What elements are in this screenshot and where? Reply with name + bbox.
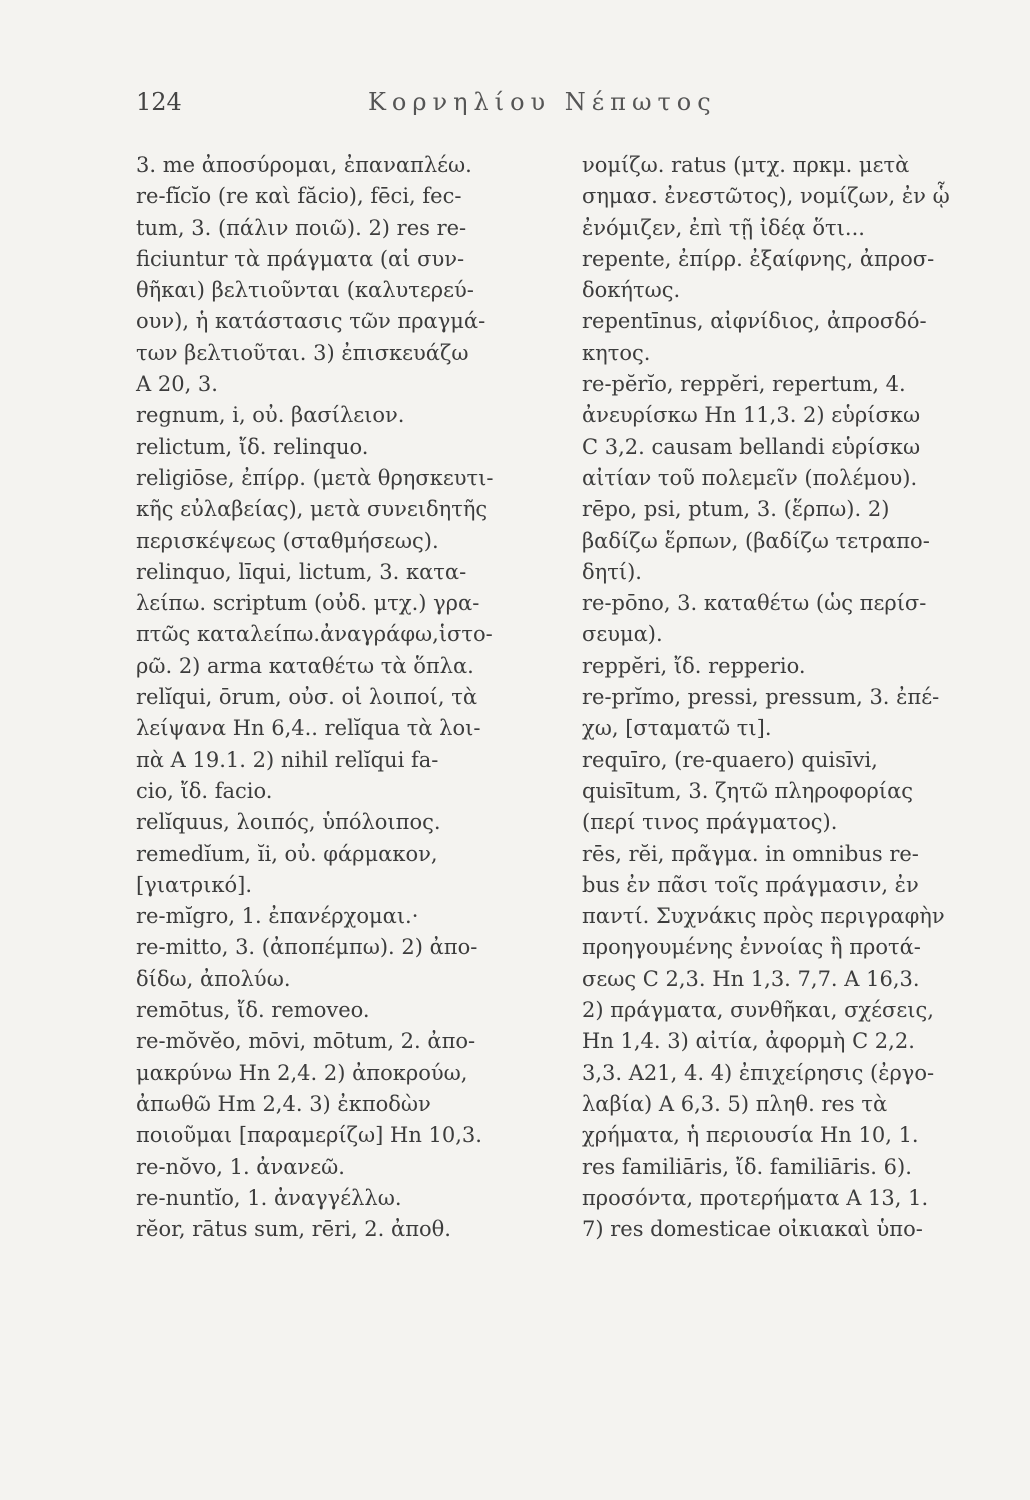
entry-line: 3,3. A21, 4. 4) ἐπιχείρησις (ἐργο- [582, 1060, 935, 1085]
entry-line: θῆκαι) βελτιοῦνται (καλυτερεύ- [136, 278, 474, 303]
entry-line: quisītum, 3. ζητῶ πληροφορίας [582, 778, 914, 803]
entry-line: δητί). [582, 559, 642, 584]
entry-line: rĕor, rātus sum, rēri, 2. ἀποθ. [136, 1217, 451, 1242]
entry-line: κητος. [582, 340, 651, 365]
entry-line: ουν), ἡ κατάστασις τῶν πραγμά- [136, 309, 486, 334]
entry-line: tum, 3. (πάλιν ποιῶ). 2) res re- [136, 215, 467, 240]
entry-line: rēpo, psi, ptum, 3. (ἕρπω). 2) [582, 497, 890, 522]
entry-line: σημασ. ἐνεστῶτος), νομίζων, ἐν ᾧ [582, 184, 950, 209]
entry-line: requīro, (re-quaero) quisīvi, [582, 747, 878, 772]
entry-line: bus ἐν πᾶσι τοῖς πράγμασιν, ἐν [582, 872, 919, 897]
entry-line: relĭquus, λοιπός, ὑπόλοιπος. [136, 810, 441, 835]
entry-line: 2) πράγματα, συνθῆκαι, σχέσεις, [582, 998, 934, 1023]
entry-line: πὰ A 19.1. 2) nihil relĭqui fa- [136, 747, 439, 772]
entry-line: re-pĕrĭo, reppĕri, repertum, 4. [582, 372, 906, 397]
right-column [582, 150, 982, 1245]
entry-line: των βελτιοῦται. 3) ἐπισκευάζω [136, 340, 469, 365]
entry-line: χρήματα, ἡ περιουσία Hn 10, 1. [582, 1123, 919, 1148]
entry-line: σεως C 2,3. Hn 1,3. 7,7. A 16,3. [582, 966, 920, 991]
entry-line: ἀπωθῶ Hm 2,4. 3) ἐκποδὼν [136, 1091, 431, 1116]
entry-line: relinquo, līqui, lictum, 3. κατα- [136, 559, 467, 584]
entry-line: προσόντα, προτερήματα A 13, 1. [582, 1185, 929, 1210]
entry-line: λείπω. scriptum (οὐδ. μτχ.) γρα- [136, 591, 480, 616]
entry-line: (περί τινος πράγματος). [582, 810, 838, 835]
entry-line: cio, ἴδ. facio. [136, 778, 273, 803]
entry-line: repentīnus, αἰφνίδιος, ἀπροσδό- [582, 309, 927, 334]
entry-line: 7) res domesticae οἰκιακαὶ ὑπο- [582, 1217, 923, 1242]
entry-line: regnum, i, οὐ. βασίλειον. [136, 403, 405, 428]
page-number: 124 [136, 88, 182, 116]
entry-line: re-nŏvo, 1. ἀνανεῶ. [136, 1154, 345, 1179]
entry-line: βαδίζω ἕρπων, (βαδίζω τετραπο- [582, 528, 930, 553]
entry-line: ποιοῦμαι [παραμερίζω] Hn 10,3. [136, 1123, 482, 1148]
entry-line: λείψανα Hn 6,4.. relĭqua τὰ λοι- [136, 716, 481, 741]
entry-line: μακρύνω Hn 2,4. 2) ἀποκρούω, [136, 1060, 468, 1085]
entry-line: relictum, ἴδ. relinquo. [136, 434, 369, 459]
entry-line: re-mŏvĕo, mōvi, mōtum, 2. ἀπο- [136, 1029, 476, 1054]
entry-line: religiōse, ἐπίρρ. (μετὰ θρησκευτι- [136, 465, 494, 490]
entry-line: [γιατρικό]. [136, 872, 252, 897]
entry-line: re-mĭgro, 1. ἐπανέρχομαι.· [136, 904, 419, 929]
entry-line: δίδω, ἀπολύω. [136, 966, 291, 991]
entry-line: remōtus, ἴδ. removeo. [136, 998, 370, 1023]
left-column [136, 150, 556, 1245]
entry-line: κῆς εὐλαβείας), μετὰ συνειδητῆς [136, 497, 488, 522]
entry-line: remedĭum, ĭi, οὐ. φάρμακον, [136, 841, 438, 866]
entry-line: 3. me ἀποσύρομαι, ἐπαναπλέω. [136, 153, 472, 177]
entry-line: παντί. Συχνάκις πρὸς περιγραφὴν [582, 904, 945, 929]
entry-line: relĭqui, ōrum, οὐσ. οἱ λοιποί, τὰ [136, 685, 478, 710]
entry-line: περισκέψεως (σταθμήσεως). [136, 528, 439, 553]
entry-line: προηγουμένης ἐννοίας ἢ προτά- [582, 935, 921, 960]
entry-line: re-mitto, 3. (ἀποπέμπω). 2) ἀπο- [136, 935, 478, 960]
entry-line: δοκήτως. [582, 278, 681, 303]
entry-line: re-pōno, 3. καταθέτω (ὡς περίσ- [582, 591, 927, 616]
entry-line: A 20, 3. [136, 372, 218, 397]
entry-line: Hn 1,4. 3) αἰτία, ἀφορμὴ C 2,2. [582, 1029, 915, 1054]
entry-line: χω, [σταματῶ τι]. [582, 716, 772, 741]
entry-line: ficiuntur τὰ πράγματα (αἱ συν- [136, 246, 465, 271]
entry-line: ἀνευρίσκω Hn 11,3. 2) εὑρίσκω [582, 403, 921, 428]
entry-line: repente, ἐπίρρ. ἐξαίφνης, ἀπροσ- [582, 246, 935, 271]
entry-line: re-fĭcĭo (re καὶ făcio), fēci, fec- [136, 184, 462, 209]
entry-line: re-nuntĭo, 1. ἀναγγέλλω. [136, 1185, 402, 1210]
entry-line: reppĕri, ἴδ. repperio. [582, 653, 806, 678]
entry-line: σευμα). [582, 622, 663, 647]
entry-line: νομίζω. ratus (μτχ. πρκμ. μετὰ [582, 153, 910, 177]
entry-line: αἰτίαν τοῦ πολεμεῖν (πολέμου). [582, 465, 918, 490]
entry-line: res familiāris, ἴδ. familiāris. 6). [582, 1154, 912, 1179]
page-header [136, 88, 976, 128]
entry-line: re-prĭmo, pressi, pressum, 3. ἐπέ- [582, 685, 940, 710]
entry-line: rēs, rĕi, πρᾶγμα. in omnibus re- [582, 841, 919, 866]
entry-line: πτῶς καταλείπω.ἀναγράφω,ἱστο- [136, 622, 493, 647]
entry-line: ρῶ. 2) arma καταθέτω τὰ ὅπλα. [136, 653, 474, 678]
entry-line: C 3,2. causam bellandi εὑρίσκω [582, 434, 921, 459]
entry-line: ἐνόμιζεν, ἐπὶ τῇ ἰδέᾳ ὅτι... [582, 215, 865, 240]
entry-line: λαβία) A 6,3. 5) πληθ. res τὰ [582, 1091, 888, 1116]
running-title: Κορνηλίου Νέπωτος [368, 88, 717, 116]
